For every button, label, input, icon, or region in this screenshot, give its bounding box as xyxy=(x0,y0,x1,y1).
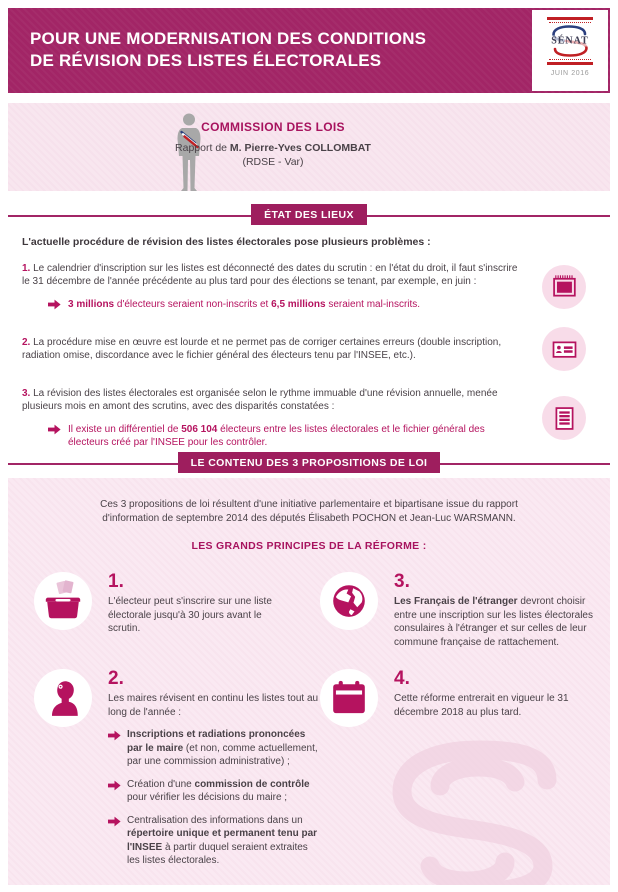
principles-title: LES GRANDS PRINCIPES DE LA RÉFORME : xyxy=(191,540,427,552)
etat-point-3-text xyxy=(22,387,522,449)
principle-2-bullet-1 xyxy=(108,728,320,769)
icon-circle xyxy=(34,669,92,727)
principle-2-bullet-3 xyxy=(108,814,320,868)
globe-icon xyxy=(327,579,371,623)
logo-red-bar-bottom xyxy=(547,62,593,65)
page-title xyxy=(30,28,426,72)
bullet-text: Inscriptions et radiations prononcées par le maire (et non, comme actuellement, par une commission administrative) ; xyxy=(127,729,318,767)
header-banner xyxy=(8,8,610,93)
bullet-text: Il existe un différentiel de 506 104 électeurs entre les listes électorales et le fichier général des électeurs créé par l'INSEE pour les contrôler. xyxy=(68,424,485,448)
propositions-badge: LE CONTENU DES 3 PROPOSITIONS DE LOI xyxy=(178,452,441,473)
principle-2-body xyxy=(108,669,320,868)
senat-logo-box xyxy=(532,10,608,91)
calendar-icon xyxy=(327,676,371,720)
commission-text-block xyxy=(113,120,433,168)
id-card-icon xyxy=(551,336,578,363)
report-prefix: Rapport de xyxy=(175,142,227,154)
key-figure-bullet-1 xyxy=(48,298,522,311)
principle-number: 1. xyxy=(108,571,124,592)
logo-dotted-line-bottom xyxy=(549,59,591,60)
principle-number: 2. xyxy=(108,668,124,689)
principle-4-text: Cette réforme entrerait en vigueur le 31 décembre 2018 au plus tard. xyxy=(394,693,569,718)
issue-date-badge: JUIN 2016 xyxy=(550,70,590,77)
key-figure-bullet-2 xyxy=(48,423,522,449)
page-title-line1: POUR UNE MODERNISATION DES CONDITIONS xyxy=(30,29,427,48)
etat-point-2 xyxy=(22,336,522,362)
propositions-panel xyxy=(8,478,610,885)
logo-dotted-line-top xyxy=(549,22,591,23)
principle-3-text: Les Français de l'étranger devront choisir entre une inscription sur les listes électorales consulaires à l'étranger et sur celles de leur commune française de rattachement. xyxy=(394,596,593,648)
etat-point-2-icon-col xyxy=(522,327,606,371)
section-etat-des-lieux-header xyxy=(8,204,610,225)
etat-des-lieux-badge: ÉTAT DES LIEUX xyxy=(251,204,367,225)
mayor-bust-icon xyxy=(41,676,85,720)
bullet-text: Centralisation des informations dans un répertoire unique et permanent tenu par l'INSEE à partir duquel seraient extraites les listes électorales. xyxy=(127,814,318,866)
principle-4-body xyxy=(394,669,599,868)
point-number: 1. xyxy=(22,263,31,274)
senat-logo-text: SÉNAT xyxy=(551,35,589,47)
icon-circle xyxy=(320,572,378,630)
etat-des-lieux-section xyxy=(8,232,610,449)
arrow-right-icon xyxy=(48,299,61,310)
principle-number: 3. xyxy=(394,571,410,592)
point-number: 3. xyxy=(22,388,31,399)
report-group: (RDSE - Var) xyxy=(242,156,304,168)
principles-grid xyxy=(8,552,610,868)
etat-point-2-row xyxy=(22,327,606,371)
document-lines-icon xyxy=(551,405,578,432)
figure-value: 3 millions xyxy=(68,299,115,310)
etat-point-1-text xyxy=(22,262,522,311)
icon-circle xyxy=(542,396,586,440)
arrow-right-icon xyxy=(108,780,121,791)
icon-circle xyxy=(542,327,586,371)
bullet-text: 3 millions d'électeurs seraient non-inscrits et 6,5 millions seraient mal-inscrits. xyxy=(68,299,421,310)
principle-3-body xyxy=(394,572,606,649)
principle-1-text: L'électeur peut s'inscrire sur une liste électorale jusqu'à 30 jours avant le scrutin. xyxy=(108,596,272,634)
etat-point-3-icon-col xyxy=(522,396,606,440)
arrow-right-icon xyxy=(108,816,121,827)
etat-point-2-text xyxy=(22,336,522,362)
page-title-line2: DE RÉVISION DES LISTES ÉLECTORALES xyxy=(30,51,382,70)
principle-3 xyxy=(320,572,606,649)
principle-4 xyxy=(320,669,606,868)
commission-band xyxy=(8,103,610,191)
arrow-right-icon xyxy=(108,730,121,741)
bullet-text: Création d'une commission de contrôle pour vérifier les décisions du maire ; xyxy=(127,778,310,803)
point-body: Le calendrier d'inscription sur les listes est déconnecté des dates du scrutin : en l'état du droit, il faut s'inscrire le 31 décembre de l'année précédente au plus tard pour des élections se tenant, par exemple, en juin : xyxy=(22,263,518,287)
etat-point-3-row xyxy=(22,387,606,449)
figure-value: 506 104 xyxy=(181,424,218,435)
icon-circle xyxy=(320,669,378,727)
propositions-intro: Ces 3 propositions de loi résultent d'une initiative parlementaire et bipartisane issue du rapport d'information de septembre 2014 des députés Élisabeth POCHON et Jean-Luc WARSMANN. xyxy=(100,499,518,524)
principle-2-bullet-2 xyxy=(108,778,320,805)
report-author-line xyxy=(113,142,433,154)
principle-2-lead: Les maires révisent en continu les listes tout au long de l'année : xyxy=(108,693,319,718)
principle-1-body xyxy=(108,572,284,649)
ballot-box-icon xyxy=(41,579,85,623)
etat-point-1 xyxy=(22,262,522,288)
point-body: La procédure mise en œuvre est lourde et ne permet pas de corriger certaines erreurs (double inscription, radiation omise, discordance avec le fichier général des électeurs tenu par l'INSEE, etc.). xyxy=(22,337,502,361)
logo-red-bar-top xyxy=(547,17,593,20)
senat-logo xyxy=(541,25,599,57)
principle-1 xyxy=(34,572,320,649)
section-propositions-header xyxy=(8,452,610,473)
point-body: La révision des listes électorales est organisée selon le rythme immuable d'une révision annuelle, menée plusieurs mois en amont des scrutins, avec des disparités constatées : xyxy=(22,388,498,412)
report-author: M. Pierre-Yves COLLOMBAT xyxy=(229,142,371,154)
principle-2 xyxy=(34,669,320,868)
icon-circle xyxy=(34,572,92,630)
etat-point-3 xyxy=(22,387,522,413)
point-number: 2. xyxy=(22,337,31,348)
icon-circle xyxy=(542,265,586,309)
commission-title: COMMISSION DES LOIS xyxy=(201,120,345,134)
etat-point-1-icon-col xyxy=(522,265,606,309)
principle-number: 4. xyxy=(394,668,410,689)
calendar-notepad-icon xyxy=(551,273,578,300)
arrow-right-icon xyxy=(48,424,61,435)
etat-point-1-row xyxy=(22,262,606,311)
figure-value: 6,5 millions xyxy=(271,299,326,310)
etat-intro: L'actuelle procédure de révision des listes électorales pose plusieurs problèmes : xyxy=(22,236,431,248)
